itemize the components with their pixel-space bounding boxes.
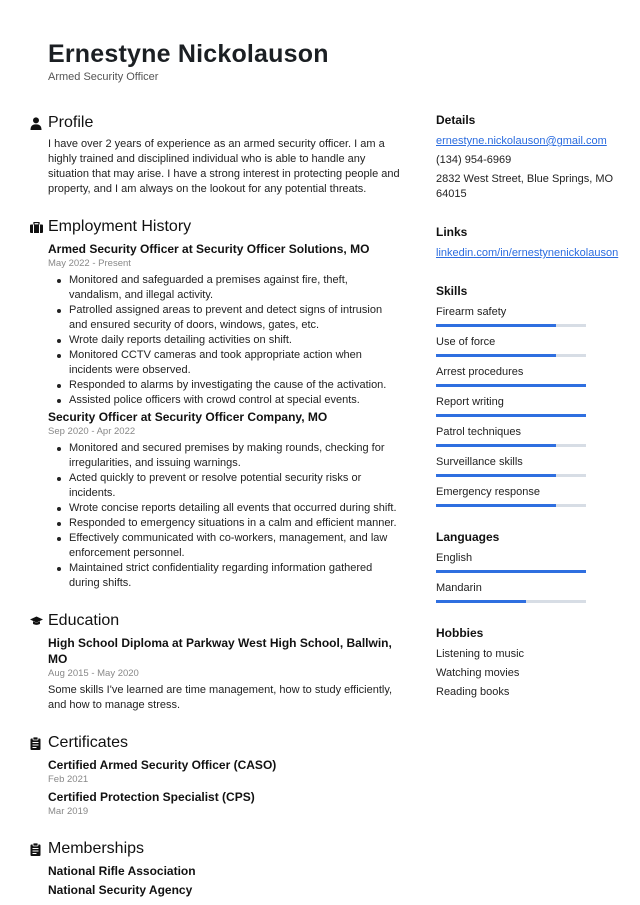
employment-heading: Employment History	[48, 218, 192, 235]
hobby-item: Watching movies	[436, 667, 520, 679]
membership-item: National Rifle Association	[48, 864, 196, 878]
email-link[interactable]: ernestyne.nickolauson@gmail.com	[436, 135, 607, 147]
languages-section	[436, 529, 626, 603]
graduation-cap-icon	[30, 616, 48, 626]
skill-item	[436, 425, 626, 447]
profile-text: I have over 2 years of experience as an armed security officer. I am a highly trained and disciplined individual who is able to handle any situation that may arise. I have a strong interest in protecting people and property, and I am always on the lookout for any potential threats.	[48, 138, 400, 195]
skill-name: Emergency response	[436, 486, 540, 498]
links-heading: Links	[436, 225, 468, 239]
education-title: High School Diploma at Parkway West High School, Ballwin, MO	[48, 636, 392, 666]
resume-header	[48, 38, 329, 84]
certificate-entry	[48, 757, 402, 787]
candidate-name: Ernestyne Nickolauson	[48, 40, 329, 68]
job-entry	[48, 409, 402, 591]
membership-item: National Security Agency	[48, 883, 193, 897]
skill-level-fill	[436, 324, 556, 327]
skill-name: Firearm safety	[436, 306, 507, 318]
job-title: Armed Security Officer at Security Officer Solutions, MO	[48, 242, 370, 256]
details-heading: Details	[436, 113, 476, 127]
language-level-bar	[436, 600, 586, 603]
job-bullet: Assisted police officers with crowd control at special events.	[56, 393, 402, 408]
skill-item	[436, 455, 626, 477]
skill-level-bar	[436, 354, 586, 357]
job-bullet: Responded to emergency situations in a calm and efficient manner.	[56, 516, 402, 531]
job-entry	[48, 241, 402, 408]
skill-name: Report writing	[436, 396, 504, 408]
language-name: Mandarin	[436, 582, 482, 594]
job-bullet: Patrolled assigned areas to prevent and detect signs of intrusion and ensured security of doors, windows, gates, etc.	[56, 303, 402, 333]
skill-level-fill	[436, 474, 556, 477]
skill-level-bar	[436, 414, 586, 417]
hobbies-heading: Hobbies	[436, 626, 484, 640]
skill-level-bar	[436, 474, 586, 477]
briefcase-icon	[30, 222, 48, 233]
sidebar	[436, 112, 626, 722]
education-text: Some skills I've learned are time management, how to study efficiently, and how to manage stress.	[48, 684, 393, 711]
jobs-list	[30, 241, 402, 591]
skill-level-bar	[436, 504, 586, 507]
phone-number: (134) 954-6969	[436, 154, 512, 166]
profile-section	[30, 112, 402, 197]
skill-level-fill	[436, 444, 556, 447]
skill-item	[436, 485, 626, 507]
employment-section	[30, 216, 402, 591]
linkedin-link[interactable]: linkedin.com/in/ernestynenickolauson	[436, 247, 619, 259]
certificate-entry	[48, 789, 402, 819]
certificate-icon	[30, 737, 48, 750]
language-level-fill	[436, 600, 526, 603]
skill-level-bar	[436, 444, 586, 447]
language-level-bar	[436, 570, 586, 573]
languages-list	[436, 551, 626, 603]
skill-item	[436, 305, 626, 327]
skill-name: Patrol techniques	[436, 426, 521, 438]
skill-level-bar	[436, 384, 586, 387]
skills-list	[436, 305, 626, 507]
memberships-heading: Memberships	[48, 840, 145, 857]
skill-level-bar	[436, 324, 586, 327]
hobby-item: Listening to music	[436, 648, 525, 660]
hobbies-section	[436, 625, 626, 700]
skill-name: Surveillance skills	[436, 456, 523, 468]
membership-icon	[30, 843, 48, 856]
skill-level-fill	[436, 504, 556, 507]
certificates-section	[30, 732, 402, 819]
job-bullet: Monitored and safeguarded a premises against fire, theft, vandalism, and illegal activity.	[56, 273, 402, 303]
language-level-fill	[436, 570, 586, 573]
job-bullet: Responded to alarms by investigating the cause of the activation.	[56, 378, 402, 393]
certificate-title: Certified Armed Security Officer (CASO)	[48, 758, 277, 772]
language-item	[436, 581, 626, 603]
skill-item	[436, 335, 626, 357]
person-icon	[30, 117, 48, 130]
languages-heading: Languages	[436, 530, 500, 544]
hobby-item: Reading books	[436, 686, 510, 698]
candidate-title: Armed Security Officer	[48, 71, 159, 83]
education-heading: Education	[48, 612, 120, 629]
job-bullet: Wrote concise reports detailing all events that occurred during shift.	[56, 501, 402, 516]
job-date: Sep 2020 - Apr 2022	[48, 426, 136, 437]
job-bullets	[48, 441, 402, 591]
language-item	[436, 551, 626, 573]
job-bullet: Effectively communicated with co-workers, management, and law enforcement personnel.	[56, 531, 402, 561]
education-section	[30, 610, 402, 713]
address: 2832 West Street, Blue Springs, MO 64015	[436, 173, 614, 200]
certificates-heading: Certificates	[48, 734, 129, 751]
job-bullet: Wrote daily reports detailing activities on shift.	[56, 333, 402, 348]
skill-name: Use of force	[436, 336, 496, 348]
skill-item	[436, 395, 626, 417]
certificate-date: Feb 2021	[48, 774, 89, 785]
skills-heading: Skills	[436, 284, 468, 298]
job-bullet: Monitored CCTV cameras and took appropriate action when incidents were observed.	[56, 348, 402, 378]
job-bullet: Acted quickly to prevent or resolve potential security risks or incidents.	[56, 471, 402, 501]
skill-level-fill	[436, 384, 586, 387]
memberships-section	[30, 838, 402, 898]
details-section	[436, 112, 626, 202]
language-name: English	[436, 552, 473, 564]
job-bullet: Monitored and secured premises by making rounds, checking for irregularities, and issuing warnings.	[56, 441, 402, 471]
job-date: May 2022 - Present	[48, 258, 131, 269]
links-section	[436, 224, 626, 261]
job-bullets	[48, 273, 402, 408]
skill-level-fill	[436, 354, 556, 357]
job-bullet: Maintained strict confidentiality regarding information gathered during shifts.	[56, 561, 402, 591]
job-title: Security Officer at Security Officer Company, MO	[48, 410, 328, 424]
skill-item	[436, 365, 626, 387]
profile-heading: Profile	[48, 114, 94, 131]
skill-level-fill	[436, 414, 586, 417]
main-column	[30, 112, 402, 905]
skill-name: Arrest procedures	[436, 366, 524, 378]
certificate-title: Certified Protection Specialist (CPS)	[48, 790, 255, 804]
skills-section	[436, 283, 626, 507]
certificate-date: Mar 2019	[48, 806, 89, 817]
education-date: Aug 2015 - May 2020	[48, 668, 139, 679]
